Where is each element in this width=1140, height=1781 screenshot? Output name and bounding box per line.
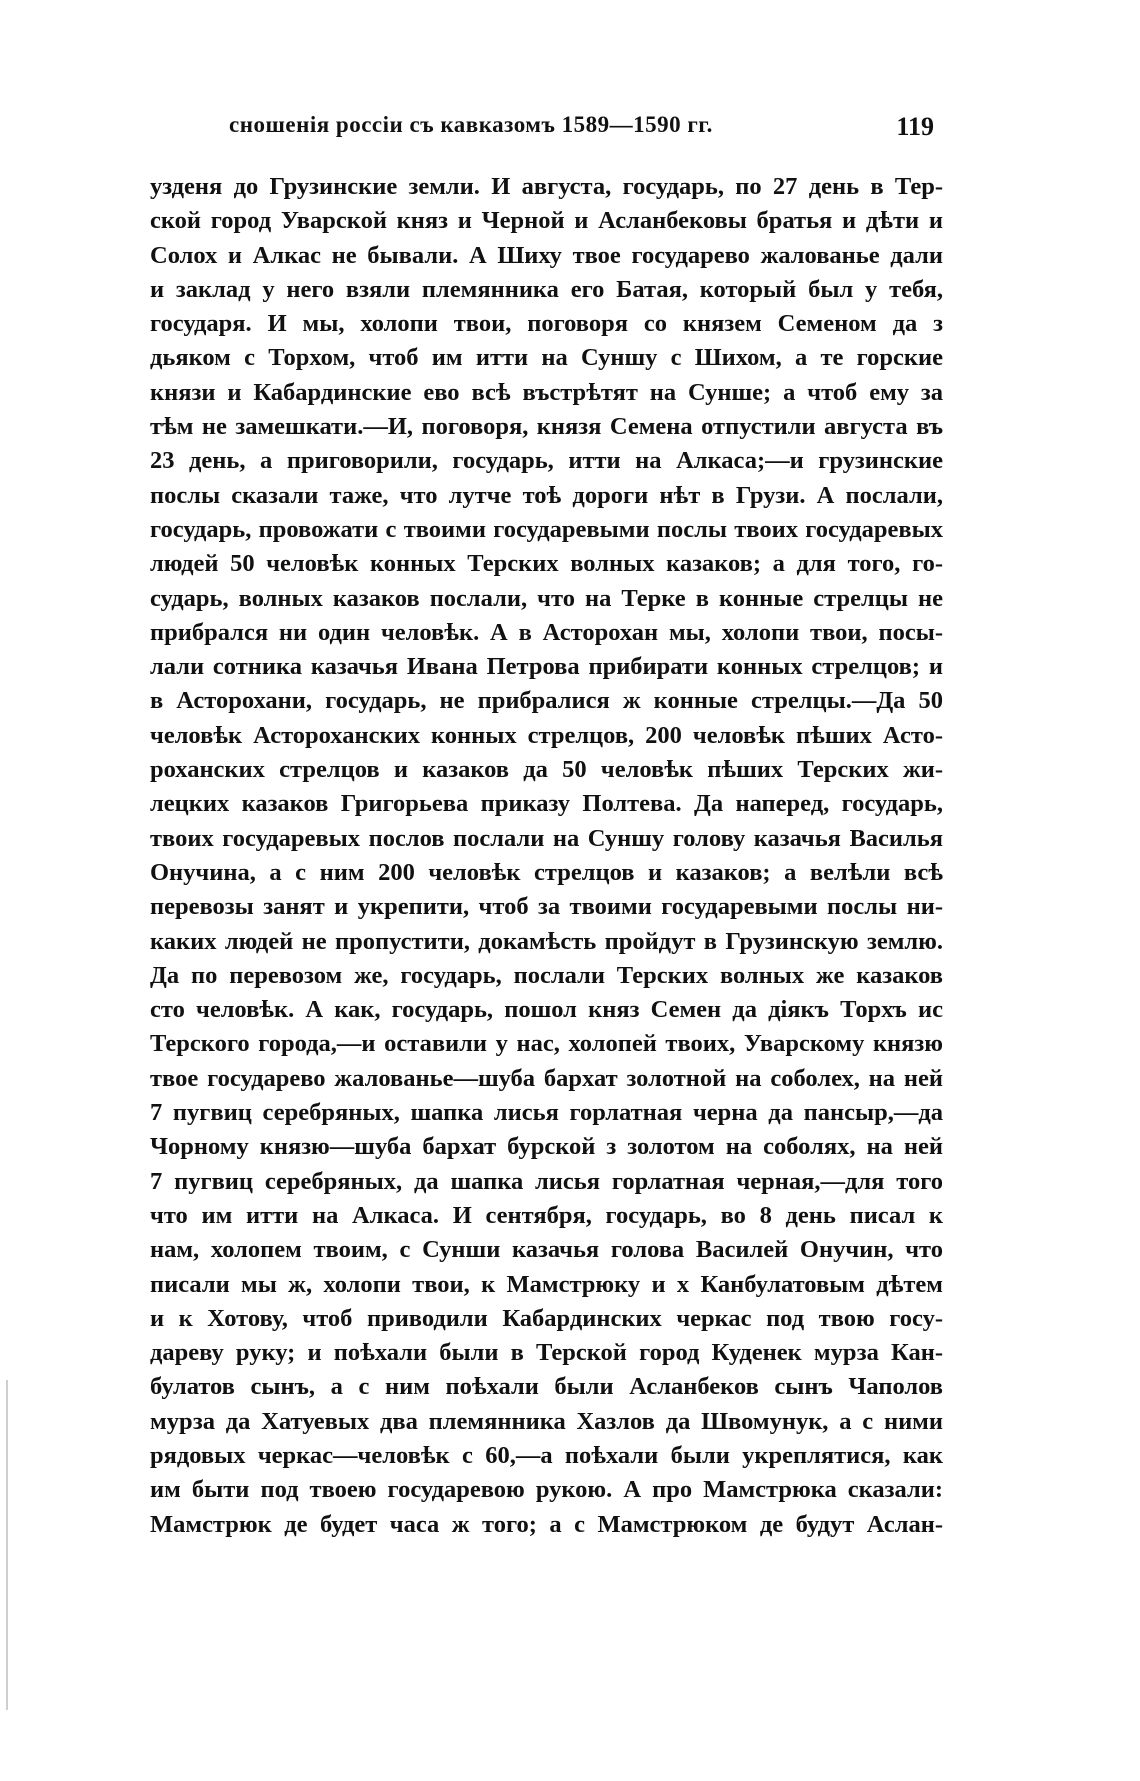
scan-gutter-mark <box>6 1380 8 1710</box>
text-line: перевозы занят и укрепити, чтоб за твоими государевыми послы ни- <box>150 893 943 921</box>
text-line: твое государево жалованье—шуба бархат золотной на соболех, на ней <box>150 1064 943 1092</box>
text-line: и заклад у него взяли племянника его Батая, который был у тебя, <box>150 275 943 303</box>
text-line: рядовых черкас—человѣк с 60,—а поѣхали были укреплятися, как <box>150 1441 943 1469</box>
text-line: им быти под твоею государевою рукою. А про Мамстрюка сказали: <box>150 1476 943 1504</box>
text-line: в Асторохани, государь, не прибралися ж конные стрелцы.—Да 50 <box>150 687 943 715</box>
text-line: людей 50 человѣк конных Терских волных казаков; а для того, го- <box>150 550 943 578</box>
text-line: сударь, волных казаков послали, что на Терке в конные стрелцы не <box>150 584 943 612</box>
text-line: Солох и Алкас не бывали. А Шиху твое государево жалованье дали <box>150 241 943 269</box>
page-header <box>229 112 934 148</box>
text-line: и к Хотову, чтоб приводили Кабардинских черкас под твою госу- <box>150 1304 943 1332</box>
text-line: Онучина, а с ним 200 человѣк стрелцов и казаков; а велѣли всѣ <box>150 858 943 886</box>
text-line: послы сказали таже, что лутче тоѣ дороги нѣт в Грузи. А послали, <box>150 481 943 509</box>
text-line: Чорному князю—шуба бархат бурской з золотом на соболях, на ней <box>150 1133 943 1161</box>
text-line: дьяком с Торхом, чтоб им итти на Суншу с Шихом, а те горские <box>150 344 943 372</box>
text-line: лали сотника казачья Ивана Петрова прибирати конных стрелцов; и <box>150 653 943 681</box>
text-line: 7 пугвиц серебряных, шапка лисья горлатная черна да пансыр,—да <box>150 1099 943 1127</box>
text-line: тѣм не замешкати.—И, поговоря, князя Семена отпустили августа въ <box>150 413 943 441</box>
text-line: что им итти на Алкаса. И сентября, государь, во 8 день писал к <box>150 1201 943 1229</box>
page-number: 119 <box>896 112 934 141</box>
text-line: 23 день, а приговорили, государь, итти на Алкаса;—и грузинские <box>150 447 943 475</box>
text-line: сто человѣк. А как, государь, пошол княз Семен да діякъ Торхъ ис <box>150 996 943 1024</box>
text-line: Да по перевозом же, государь, послали Терских волных же казаков <box>150 961 943 989</box>
text-line: узденя до Грузинские земли. И августа, государь, по 27 день в Тер- <box>150 173 943 200</box>
text-line: писали мы ж, холопи твои, к Мамстрюку и х Канбулатовым дѣтем <box>150 1270 943 1298</box>
text-line: Терского города,—и оставили у нас, холопей твоих, Уварскому князю <box>150 1030 943 1058</box>
text-line: булатов сынъ, а с ним поѣхали были Асланбеков сынъ Чаполов <box>150 1373 943 1401</box>
text-line: твоих государевых послов послали на Суншу голову казачья Василья <box>150 824 943 852</box>
text-line: дареву руку; и поѣхали были в Терской город Куденек мурза Кан- <box>150 1339 943 1367</box>
text-line: прибрался ни один человѣк. А в Асторохан мы, холопи твои, посы- <box>150 618 943 646</box>
text-line: каких людей не пропустити, докамѣсть пройдут в Грузинскую землю. <box>150 927 943 955</box>
text-line: 7 пугвиц серебряных, да шапка лисья горлатная черная,—для того <box>150 1167 943 1195</box>
text-line: роханских стрелцов и казаков да 50 человѣк пѣших Терских жи- <box>150 756 943 784</box>
text-line: лецких казаков Григорьева приказу Полтева. Да наперед, государь, <box>150 790 943 818</box>
text-line: ской город Уварской княз и Черной и Асланбековы братья и дѣти и <box>150 207 943 235</box>
text-line: нам, холопем твоим, с Сунши казачья голова Василей Онучин, что <box>150 1236 943 1264</box>
text-line: государя. И мы, холопи твои, поговоря со князем Семеном да з <box>150 310 943 338</box>
text-line: человѣк Астороханских конных стрелцов, 200 человѣк пѣших Асто- <box>150 721 943 749</box>
text-line: Мамстрюк де будет часа ж того; а с Мамстрюком де будут Аслан- <box>150 1510 943 1538</box>
body-text <box>150 170 943 1542</box>
text-line: князи и Кабардинские ево всѣ въстрѣтят на Сунше; а чтоб ему за <box>150 378 943 406</box>
running-title: сношенія россіи съ кавказомъ 1589—1590 гг. <box>229 112 713 137</box>
text-line: мурза да Хатуевых два племянника Хазлов да Швомунук, а с ними <box>150 1407 943 1435</box>
text-line: государь, провожати с твоими государевыми послы твоих государевых <box>150 515 943 543</box>
